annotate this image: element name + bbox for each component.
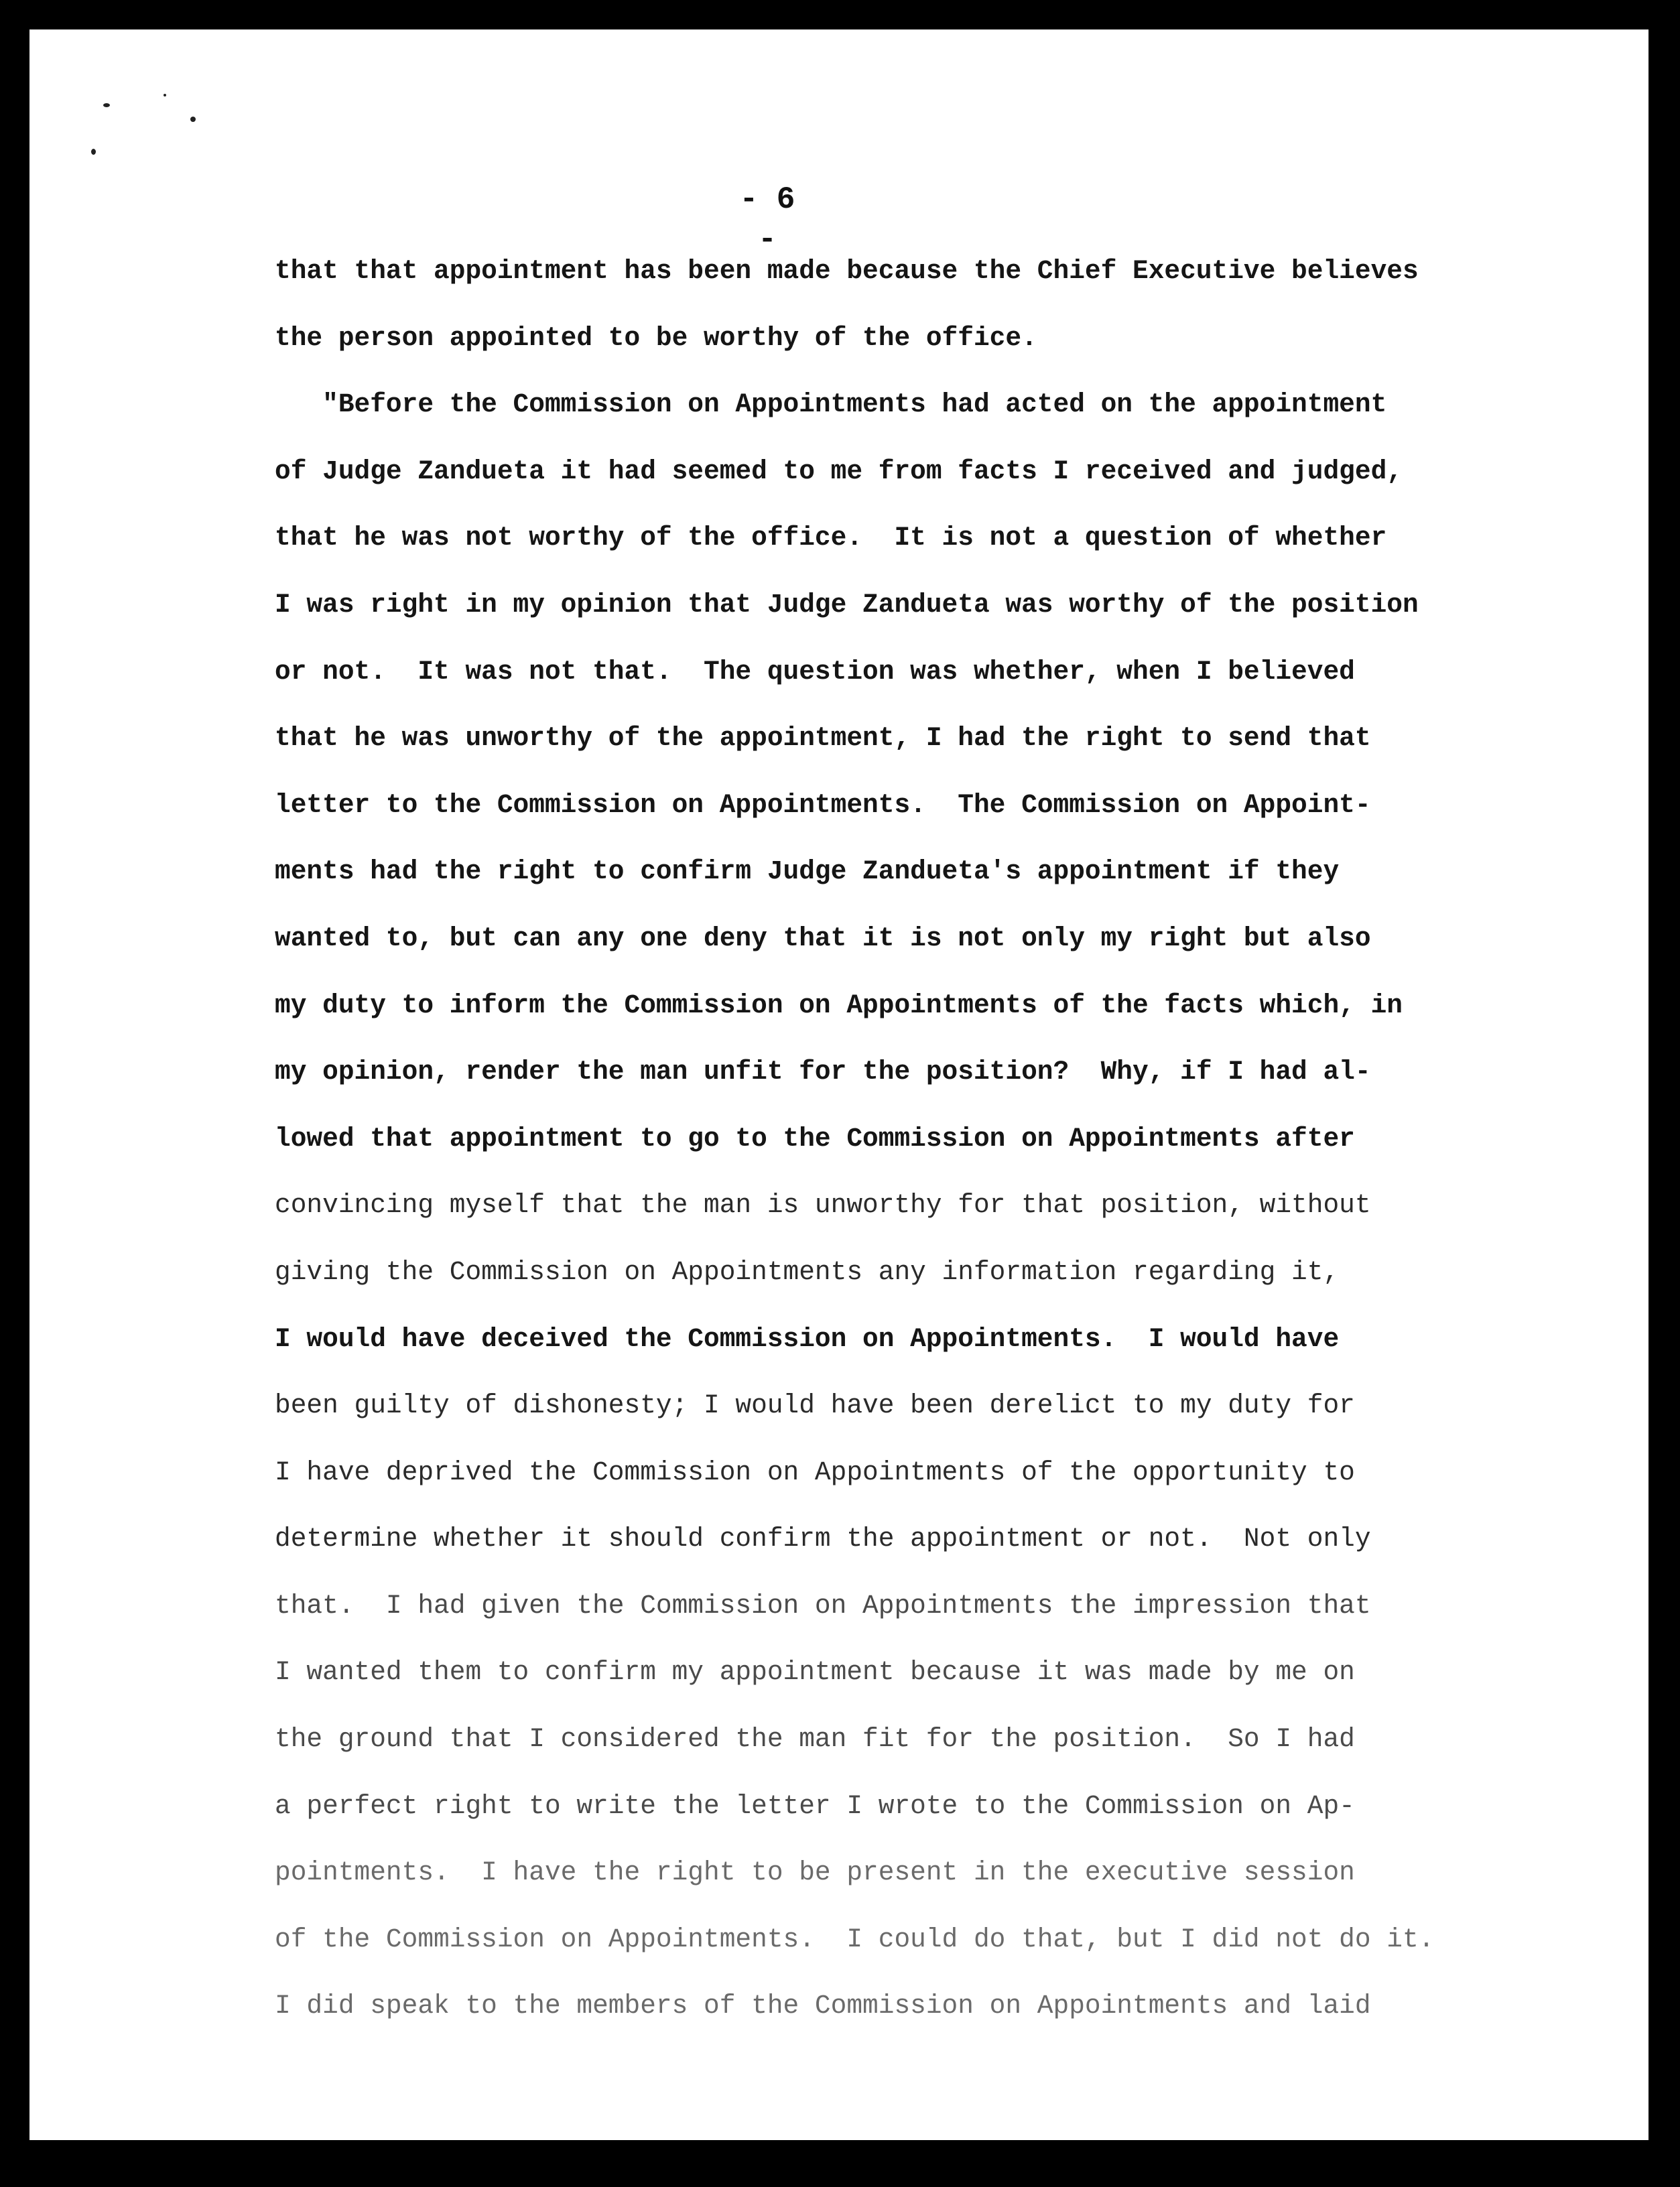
text-line: that he was not worthy of the office. It is not a question of whether (275, 523, 1387, 553)
text-line: I did speak to the members of the Commission on Appointments and laid (275, 1991, 1371, 2022)
ink-speck (91, 149, 96, 155)
ink-speck (164, 94, 166, 96)
text-line: wanted to, but can any one deny that it is not only my right but also (275, 923, 1371, 953)
text-line: I have deprived the Commission on Appointments of the opportunity to (275, 1457, 1355, 1487)
page-number: - 6 - (739, 182, 795, 257)
text-line: I wanted them to confirm my appointment because it was made by me on (275, 1657, 1355, 1688)
ink-speck (190, 117, 196, 122)
text-line: giving the Commission on Appointments any information regarding it, (275, 1256, 1340, 1287)
text-line: my opinion, render the man unfit for the position? Why, if I had al- (275, 1057, 1371, 1087)
text-line: of Judge Zandueta it had seemed to me from facts I received and judged, (275, 456, 1403, 486)
text-line: that. I had given the Commission on Appointments the impression that (275, 1590, 1371, 1621)
ink-speck (103, 103, 110, 107)
text-line: been guilty of dishonesty; I would have been derelict to my duty for (275, 1390, 1355, 1421)
text-line: I was right in my opinion that Judge Zandueta was worthy of the position (275, 589, 1419, 620)
text-line: determine whether it should confirm the appointment or not. Not only (275, 1524, 1371, 1554)
text-line: convincing myself that the man is unworthy for that position, without (275, 1190, 1371, 1221)
text-line: the person appointed to be worthy of the office. (275, 322, 1037, 353)
text-line: ments had the right to confirm Judge Zandueta's appointment if they (275, 856, 1340, 887)
text-line: or not. It was not that. The question was whether, when I believed (275, 656, 1355, 687)
text-line: "Before the Commission on Appointments had acted on the appointment (275, 389, 1387, 420)
text-line: the ground that I considered the man fit for the position. So I had (275, 1724, 1355, 1755)
text-line: I would have deceived the Commission on Appointments. I would have (275, 1323, 1340, 1354)
text-line: that he was unworthy of the appointment, I had the right to send that (275, 723, 1371, 754)
text-line: a perfect right to write the letter I wrote to the Commission on Ap- (275, 1790, 1355, 1821)
text-line: of the Commission on Appointments. I could do that, but I did not do it. (275, 1924, 1435, 1954)
text-line: that that appointment has been made because the Chief Executive believes (275, 256, 1419, 286)
body-text (275, 251, 1535, 2053)
text-line: letter to the Commission on Appointments. The Commission on Appoint- (275, 789, 1371, 820)
text-line: my duty to inform the Commission on Appointments of the facts which, in (275, 990, 1403, 1020)
text-line: lowed that appointment to go to the Commission on Appointments after (275, 1123, 1355, 1154)
text-line: pointments. I have the right to be present in the executive session (275, 1857, 1355, 1888)
